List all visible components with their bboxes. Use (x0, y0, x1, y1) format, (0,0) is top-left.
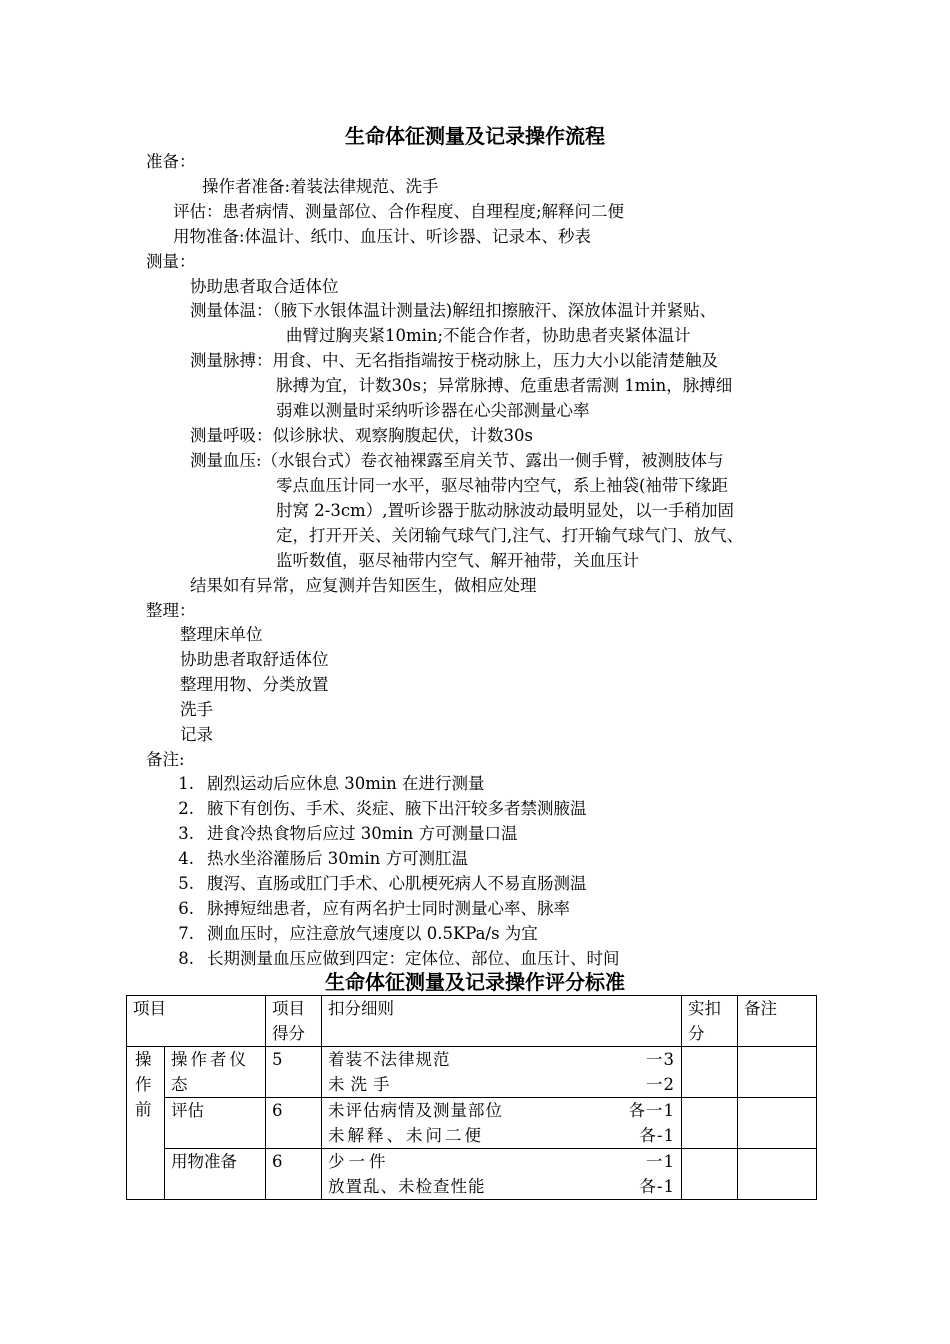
deduction-cell (322, 1047, 682, 1098)
actual-cell (682, 1047, 738, 1098)
deduction-text: 放置乱、未检查性能 (328, 1177, 486, 1196)
deduction-line (328, 1149, 675, 1174)
actual-cell (682, 1149, 738, 1200)
deduction-points: 各-1 (639, 1177, 675, 1196)
prep-assessment: 评估：患者病情、测量部位、合作程度、自理程度;解释问二便 (173, 202, 625, 221)
deduction-text: 着装不法律规范 (328, 1050, 451, 1069)
measure-bp-line-2: 零点血压计同一水平，驱尽袖带内空气，系上袖袋(袖带下缘距 (276, 476, 728, 495)
tidy-item: 洗手 (180, 700, 213, 719)
deduction-line (328, 1123, 675, 1148)
measure-pulse-line-3: 弱难以测量时采纳听诊器在心尖部测量心率 (276, 401, 590, 420)
prep-operator: 操作者准备:着装法律规范、洗手 (202, 177, 439, 196)
deduction-points: 各-1 (639, 1126, 675, 1145)
note-number: 8. (178, 949, 194, 968)
deduction-line (328, 1174, 675, 1199)
measure-bp-line-1: 测量血压:（水银台式）卷衣袖裸露至肩关节、露出一侧手臂，被测肢体与 (190, 451, 724, 470)
note-text: 热水坐浴灌肠后 30min 方可测肛温 (207, 849, 469, 868)
note-text: 进食冷热食物后应过 30min 方可测量口温 (207, 824, 518, 843)
tidy-heading: 整理： (146, 601, 196, 620)
deduction-cell (322, 1098, 682, 1149)
table-header-row (127, 996, 817, 1047)
deduction-points: 一3 (646, 1050, 675, 1069)
header-score: 项目得分 (266, 996, 322, 1047)
tidy-item: 整理用物、分类放置 (180, 675, 329, 694)
measure-temp-line-2: 曲臂过胸夹紧10min;不能合作者，协助患者夹紧体温计 (286, 326, 691, 345)
note-text: 脉搏短绌患者，应有两名护士同时测量心率、脉率 (207, 899, 570, 918)
table-row (127, 1149, 817, 1200)
deduction-text: 未评估病情及测量部位 (328, 1101, 503, 1120)
deduction-text: 未解释、未问二便 (328, 1126, 484, 1145)
measure-pulse-line-1: 测量脉搏：用食、中、无名指指端按于桡动脉上，压力大小以能清楚触及 (190, 351, 718, 370)
deduction-points: 一2 (646, 1075, 675, 1094)
tidy-item: 记录 (180, 725, 213, 744)
deduction-text: 未洗手 (328, 1075, 396, 1094)
deduction-line (328, 1047, 675, 1072)
measure-resp: 测量呼吸：似诊脉状、观察胸腹起伏，计数30s (190, 426, 533, 445)
measure-heading: 测量： (146, 252, 196, 271)
measure-temp-line-1: 测量体温：（腋下水银体温计测量法)解纽扣擦腋汗、深放体温计并紧贴、 (190, 301, 717, 320)
note-number: 2. (178, 799, 194, 818)
page-title: 生命体征测量及记录操作流程 (345, 124, 605, 148)
header-remark: 备注 (738, 996, 817, 1047)
remark-cell (738, 1098, 817, 1149)
measure-pulse-line-2: 脉搏为宜，计数30s；异常脉搏、危重患者需测 1min，脉搏细 (276, 376, 733, 395)
note-text: 长期测量血压应做到四定：定体位、部位、血压计、时间 (207, 949, 620, 968)
header-detail: 扣分细则 (322, 996, 682, 1047)
remark-cell (738, 1149, 817, 1200)
prep-supplies: 用物准备:体温计、纸巾、血压计、听诊器、记录本、秒表 (173, 227, 592, 246)
note-text: 腹泻、直肠或肛门手术、心肌梗死病人不易直肠测温 (207, 874, 587, 893)
score-title: 生命体征测量及记录操作评分标准 (325, 970, 625, 994)
table-row (127, 1098, 817, 1149)
note-number: 6. (178, 899, 194, 918)
note-text: 剧烈运动后应休息 30min 在进行测量 (207, 774, 485, 793)
item-name: 用物准备 (165, 1149, 266, 1200)
note-number: 4. (178, 849, 194, 868)
item-score: 6 (266, 1098, 322, 1149)
item-name: 评估 (165, 1098, 266, 1149)
measure-bp-line-5: 监听数值，驱尽袖带内空气、解开袖带，关血压计 (276, 551, 639, 570)
table-row (127, 1047, 817, 1098)
tidy-item: 协助患者取舒适体位 (180, 650, 329, 669)
deduction-line (328, 1072, 675, 1097)
measure-bp-line-3: 肘窝 2-3cm）,置听诊器于肱动脉波动最明显处，以一手稍加固 (276, 501, 734, 520)
measure-bp-line-4: 定，打开开关、关闭输气球气门,注气、打开输气球气门、放气、 (276, 526, 744, 545)
group-cell: 操作前 (127, 1047, 165, 1200)
item-score: 6 (266, 1149, 322, 1200)
measure-result: 结果如有异常，应复测并告知医生，做相应处理 (190, 576, 537, 595)
note-text: 测血压时，应注意放气速度以 0.5KPa/s 为宜 (207, 924, 538, 943)
deduction-line (328, 1098, 675, 1123)
deduction-text: 少一件 (328, 1152, 390, 1171)
deduction-points: 各一1 (628, 1101, 675, 1120)
prep-heading: 准备： (146, 152, 196, 171)
deduction-cell (322, 1149, 682, 1200)
header-item: 项目 (127, 996, 266, 1047)
note-text: 腋下有创伤、手术、炎症、腋下出汗较多者禁测腋温 (207, 799, 587, 818)
item-name: 操作者仪态 (165, 1047, 266, 1098)
note-number: 1. (178, 774, 194, 793)
measure-assist: 协助患者取合适体位 (190, 277, 339, 296)
deduction-points: 一1 (646, 1152, 675, 1171)
score-table (126, 995, 817, 1200)
actual-cell (682, 1098, 738, 1149)
note-number: 3. (178, 824, 194, 843)
header-actual: 实扣分 (682, 996, 738, 1047)
tidy-item: 整理床单位 (180, 625, 263, 644)
item-score: 5 (266, 1047, 322, 1098)
remark-cell (738, 1047, 817, 1098)
notes-heading: 备注: (146, 750, 185, 769)
note-number: 5. (178, 874, 194, 893)
note-number: 7. (178, 924, 194, 943)
